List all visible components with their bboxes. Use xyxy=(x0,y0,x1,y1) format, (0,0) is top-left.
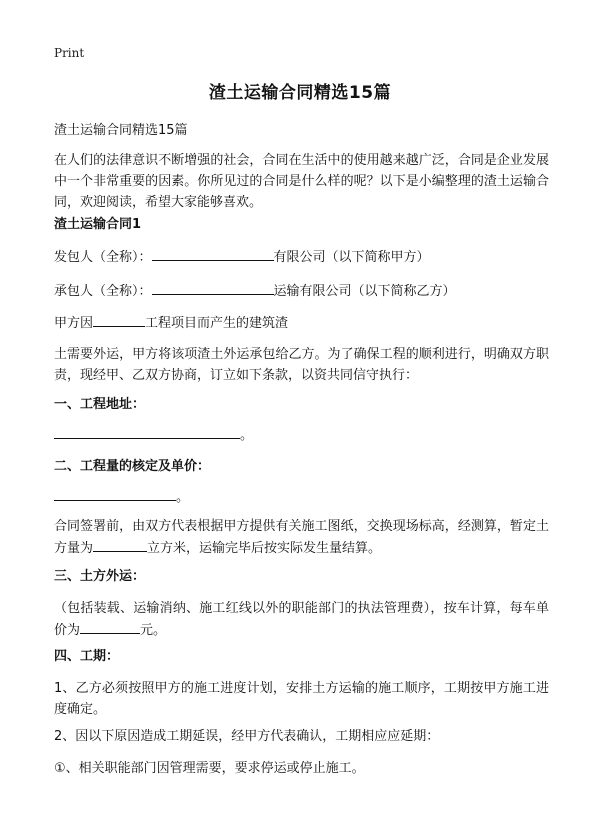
project-line xyxy=(54,312,549,334)
party-a-line xyxy=(54,246,549,268)
section2-heading: 二、工程量的核定及单价： xyxy=(54,459,211,474)
purpose-paragraph: 土需要外运，甲方将该项渣土外运承包给乙方。为了确保工程的顺利进行，明确双方职责，现经甲、乙双方协商，订立如下条款，以资共同信守执行： xyxy=(54,347,549,383)
price-text-1: （包括装载、运输消纳、施工红线以外的职能部门的执法管理费），按车计算，每车单价为 xyxy=(54,601,549,638)
project-prefix: 甲方因 xyxy=(54,316,94,331)
party-b-line xyxy=(54,280,549,302)
section1-heading: 一、工程地址： xyxy=(54,397,146,412)
document-subtitle: 渣土运输合同精选15篇 xyxy=(54,123,188,138)
volume-text-2: 立方米，运输完毕后按实际发生量结算。 xyxy=(147,541,382,556)
party-b-label: 承包人（全称）： xyxy=(54,284,152,299)
party-a-blank xyxy=(152,246,274,261)
intro-paragraph: 在人们的法律意识不断增强的社会，合同在生活中的使用越来越广泛，合同是企业发展中一个非常重要的因素。你所见过的合同是什么样的呢？以下是小编整理的渣土运输合同，欢迎阅读，希望大家能够喜欢。 xyxy=(54,153,549,210)
price-paragraph xyxy=(54,598,549,641)
address-line xyxy=(54,424,549,446)
quantity-end: 。 xyxy=(176,490,190,505)
quantity-line xyxy=(54,486,549,508)
volume-blank xyxy=(93,537,147,552)
section3-heading: 三、土方外运： xyxy=(54,569,146,584)
price-text-2: 元。 xyxy=(140,623,167,638)
contract-heading: 渣土运输合同1 xyxy=(54,217,142,232)
term-1-paragraph: 1、乙方必须按照甲方的施工进度计划，安排土方运输的施工顺序，工期按甲方施工进度确定。 xyxy=(54,681,549,717)
party-a-suffix: 有限公司（以下简称甲方） xyxy=(273,250,430,265)
party-a-label: 发包人（全称）： xyxy=(54,250,152,265)
volume-text-1: 合同签署前，由双方代表根据甲方提供有关施工图纸，交换现场标高，经测算，暂定土方量为 xyxy=(54,519,549,556)
project-suffix: 工程项目而产生的建筑渣 xyxy=(145,316,289,331)
print-label: Print xyxy=(54,46,85,60)
address-blank xyxy=(54,424,240,439)
term-2-1-line: ①、相关职能部门因管理需要，要求停运或停止施工。 xyxy=(54,761,365,776)
document-title: 渣土运输合同精选15篇 xyxy=(208,83,392,103)
party-b-suffix: 运输有限公司（以下简称乙方） xyxy=(273,284,456,299)
address-end: 。 xyxy=(240,428,254,443)
term-2-line: 2、因以下原因造成工期延误，经甲方代表确认，工期相应应延期： xyxy=(54,729,440,744)
volume-paragraph xyxy=(54,516,549,559)
price-blank xyxy=(80,619,140,634)
section4-heading: 四、工期： xyxy=(54,649,120,664)
project-blank xyxy=(93,312,145,327)
quantity-blank xyxy=(54,486,176,501)
party-b-blank xyxy=(152,280,274,295)
